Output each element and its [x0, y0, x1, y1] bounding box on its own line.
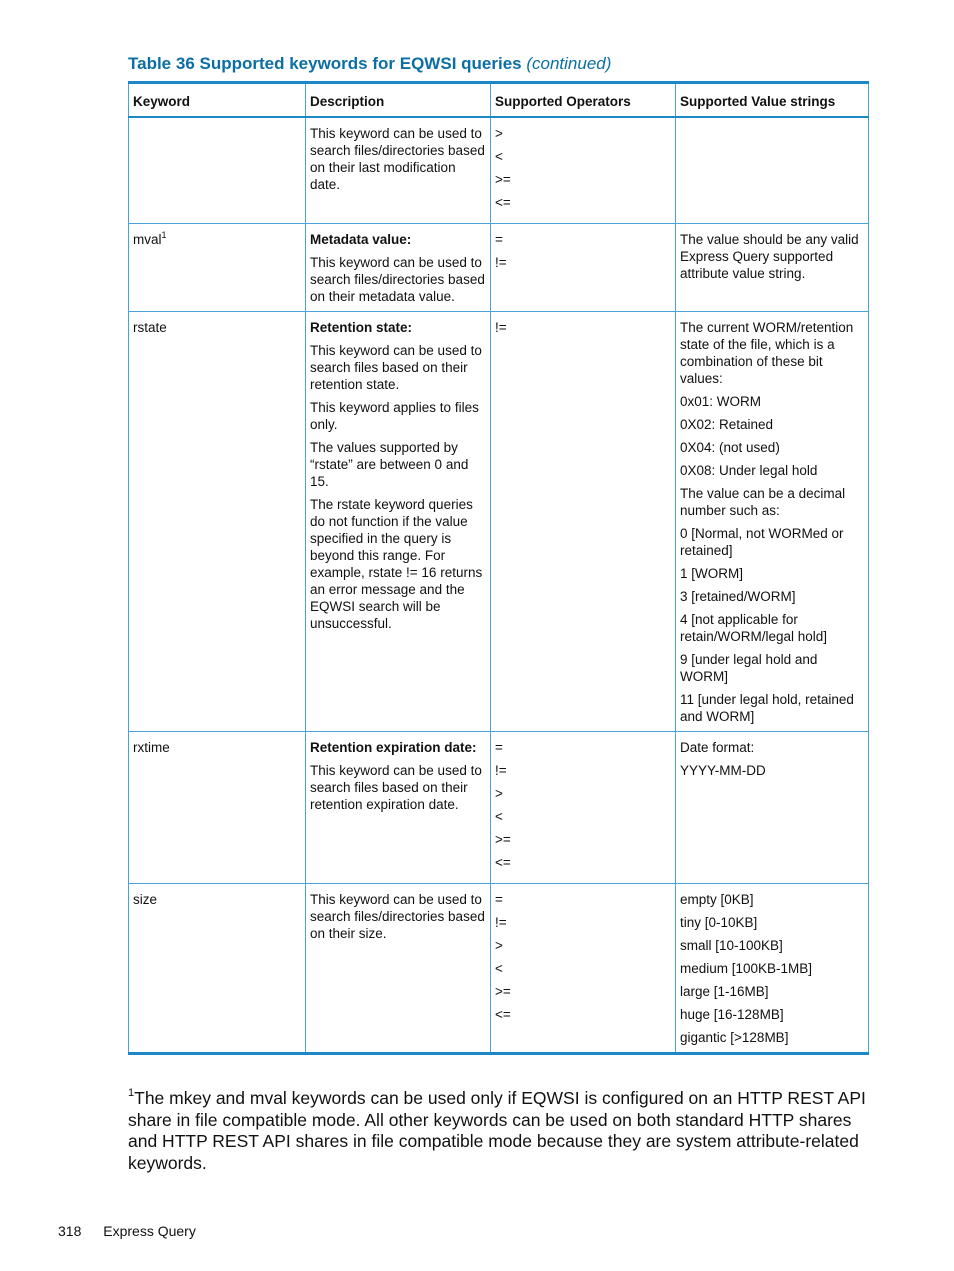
operator: < — [495, 961, 503, 976]
header-values: Supported Value strings — [676, 83, 869, 118]
value-string: 1 [WORM] — [680, 566, 743, 581]
operator: = — [495, 892, 503, 907]
description-paragraph: This keyword can be used to search files based on their retention expiration date. — [310, 763, 482, 812]
page-number: 318 — [58, 1223, 82, 1239]
description-cell — [306, 884, 491, 1054]
values-cell — [676, 117, 869, 224]
keyword-cell — [129, 117, 306, 224]
table-header-row — [129, 83, 869, 118]
value-string: Date format: — [680, 740, 755, 755]
description-paragraph: The values supported by “rstate” are between 0 and 15. — [310, 440, 469, 489]
header-description: Description — [306, 83, 491, 118]
description-paragraph: This keyword can be used to search files/directories based on their last modification date. — [310, 126, 485, 192]
operator: > — [495, 938, 503, 953]
table-row — [129, 312, 869, 732]
operator: < — [495, 149, 503, 164]
operator: != — [495, 320, 507, 335]
description-cell — [306, 732, 491, 884]
keyword-cell — [129, 312, 306, 732]
description-heading: Retention expiration date: — [310, 740, 477, 755]
footnote-marker: 1 — [128, 1087, 135, 1099]
values-cell — [676, 732, 869, 884]
value-string: The current WORM/retention state of the file, which is a combination of these bit values: — [680, 320, 854, 386]
operator: >= — [495, 832, 511, 847]
operator: >= — [495, 984, 511, 999]
keyword-name: rxtime — [133, 740, 170, 755]
value-string: 3 [retained/WORM] — [680, 589, 796, 604]
value-string: 0X02: Retained — [680, 417, 774, 432]
description-paragraph: This keyword can be used to search files/directories based on their metadata value. — [310, 255, 485, 304]
value-string: 0 [Normal, not WORMed or retained] — [680, 526, 844, 558]
values-cell — [676, 884, 869, 1054]
description-paragraph: This keyword applies to files only. — [310, 400, 479, 432]
value-string: 0x01: WORM — [680, 394, 762, 409]
operator: <= — [495, 195, 511, 210]
operators-cell — [491, 224, 676, 312]
keyword-cell — [129, 732, 306, 884]
description-heading: Retention state: — [310, 320, 413, 335]
operators-cell — [491, 884, 676, 1054]
operator: = — [495, 740, 503, 755]
description-paragraph: This keyword can be used to search files/directories based on their size. — [310, 892, 485, 941]
value-string: empty [0KB] — [680, 892, 754, 907]
value-string: The value can be a decimal number such as: — [680, 486, 846, 518]
value-string: gigantic [>128MB] — [680, 1030, 789, 1045]
value-string: 0X04: (not used) — [680, 440, 780, 455]
table-row — [129, 732, 869, 884]
table-row — [129, 117, 869, 224]
keyword-name: size — [133, 892, 158, 907]
keyword-cell — [129, 884, 306, 1054]
value-string: small [10-100KB] — [680, 938, 783, 953]
value-string: 11 [under legal hold, retained and WORM] — [680, 692, 854, 724]
operator: = — [495, 232, 503, 247]
value-string: YYYY-MM-DD — [680, 763, 766, 778]
table-row — [129, 884, 869, 1054]
operator: <= — [495, 1007, 511, 1022]
keyword-cell — [129, 224, 306, 312]
description-heading: Metadata value: — [310, 232, 412, 247]
operator: != — [495, 763, 507, 778]
footer-section: Express Query — [103, 1223, 196, 1239]
keywords-table — [128, 81, 869, 1055]
value-string: huge [16-128MB] — [680, 1007, 784, 1022]
header-keyword: Keyword — [129, 83, 306, 118]
operator: > — [495, 786, 503, 801]
operator: <= — [495, 855, 511, 870]
table-row — [129, 224, 869, 312]
operator: > — [495, 126, 503, 141]
table-title: Table 36 Supported keywords for EQWSI queries — [128, 54, 522, 73]
footnote-ref: 1 — [161, 230, 167, 240]
description-cell — [306, 224, 491, 312]
operators-cell — [491, 117, 676, 224]
value-string: The value should be any valid Express Query supported attribute value string. — [680, 232, 859, 281]
value-string: 9 [under legal hold and WORM] — [680, 652, 818, 684]
operator: != — [495, 915, 507, 930]
operator: >= — [495, 172, 511, 187]
description-paragraph: This keyword can be used to search files based on their retention state. — [310, 343, 482, 392]
footnote — [128, 1088, 873, 1174]
value-string: medium [100KB-1MB] — [680, 961, 813, 976]
value-string: tiny [0-10KB] — [680, 915, 758, 930]
keyword-name: mval — [133, 232, 162, 247]
table-caption — [128, 54, 611, 74]
values-cell — [676, 224, 869, 312]
operator: != — [495, 255, 507, 270]
operators-cell — [491, 312, 676, 732]
description-cell — [306, 117, 491, 224]
value-string: 0X08: Under legal hold — [680, 463, 818, 478]
footnote-text: The mkey and mval keywords can be used only if EQWSI is configured on an HTTP REST API share in file compatible mode. All other keywords can be used on both standard HTTP shares and HTTP REST API shares in file compatible mode because they are system attribute-related keywords. — [128, 1088, 866, 1173]
values-cell — [676, 312, 869, 732]
page-footer — [58, 1223, 196, 1239]
value-string: 4 [not applicable for retain/WORM/legal hold] — [680, 612, 828, 644]
value-string: large [1-16MB] — [680, 984, 769, 999]
description-paragraph: The rstate keyword queries do not function if the value specified in the query is beyond this range. For example, rstate != 16 returns an error message and the EQWSI search will be unsuccessful. — [310, 497, 483, 631]
operator: < — [495, 809, 503, 824]
description-cell — [306, 312, 491, 732]
keyword-name: rstate — [133, 320, 167, 335]
operators-cell — [491, 732, 676, 884]
table-continued-label: (continued) — [526, 54, 612, 73]
header-operators: Supported Operators — [491, 83, 676, 118]
